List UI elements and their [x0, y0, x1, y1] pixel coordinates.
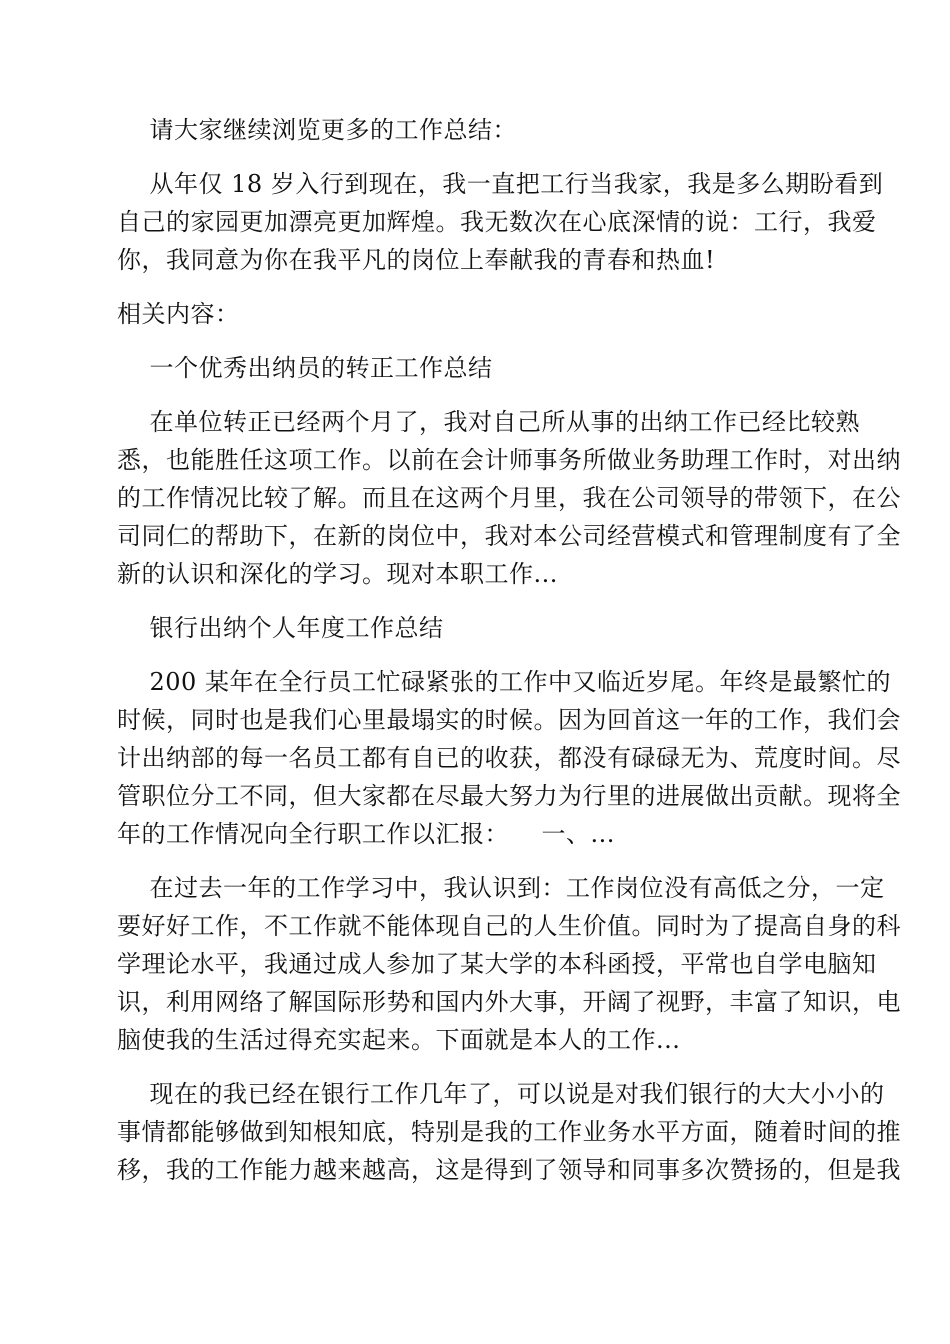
- document-line: 银行出纳个人年度工作总结: [117, 614, 444, 642]
- document-line: 移，我的工作能力越来越高，这是得到了领导和同事多次赞扬的，但是我: [117, 1156, 901, 1184]
- document-line: 请大家继续浏览更多的工作总结：: [117, 116, 518, 144]
- document-line: 新的认识和深化的学习。现对本职工作...: [117, 560, 558, 588]
- document-line: 学理论水平，我通过成人参加了某大学的本科函授，平常也自学电脑知: [117, 950, 877, 978]
- document-line: 司同仁的帮助下，在新的岗位中，我对本公司经营模式和管理制度有了全: [117, 522, 901, 550]
- document-line: 的工作情况比较了解。而且在这两个月里，我在公司领导的带领下，在公: [117, 484, 901, 512]
- document-line: 悉，也能胜任这项工作。以前在会计师事务所做业务助理工作时，对出纳: [117, 446, 901, 474]
- document-line: 计出纳部的每一名员工都有自已的收获，都没有碌碌无为、荒度时间。尽: [117, 744, 901, 772]
- document-line: 自己的家园更加漂亮更加辉煌。我无数次在心底深情的说：工行，我爱: [117, 208, 877, 236]
- document-line: 相关内容：: [117, 300, 240, 328]
- document-line: 识，利用网络了解国际形势和国内外大事，开阔了视野，丰富了知识，电: [117, 988, 901, 1016]
- document-line: 在过去一年的工作学习中，我认识到：工作岗位没有高低之分，一定: [117, 874, 885, 902]
- document-line: 管职位分工不同，但大家都在尽最大努力为行里的进展做出贡献。现将全: [117, 782, 901, 810]
- document-line: 在单位转正已经两个月了，我对自己所从事的出纳工作已经比较熟: [117, 408, 861, 436]
- document-line: 现在的我已经在银行工作几年了，可以说是对我们银行的大大小小的: [117, 1080, 885, 1108]
- document-line: 事情都能够做到知根知底，特别是我的工作业务水平方面，随着时间的推: [117, 1118, 901, 1146]
- document-line: 200 某年在全行员工忙碌紧张的工作中又临近岁尾。年终是最繁忙的: [117, 668, 891, 696]
- document-line: 年的工作情况向全行职工作以汇报： 一、...: [117, 820, 615, 848]
- document-line: 脑使我的生活过得充实起来。下面就是本人的工作...: [117, 1026, 681, 1054]
- document-line: 时候，同时也是我们心里最塌实的时候。因为回首这一年的工作，我们会: [117, 706, 901, 734]
- document-line: 你，我同意为你在我平凡的岗位上奉献我的青春和热血!: [117, 246, 716, 274]
- document-line: 要好好工作，不工作就不能体现自己的人生价值。同时为了提高自身的科: [117, 912, 901, 940]
- document-line: 从年仅 18 岁入行到现在，我一直把工行当我家，我是多么期盼看到: [117, 170, 884, 198]
- document-line: 一个优秀出纳员的转正工作总结: [117, 354, 493, 382]
